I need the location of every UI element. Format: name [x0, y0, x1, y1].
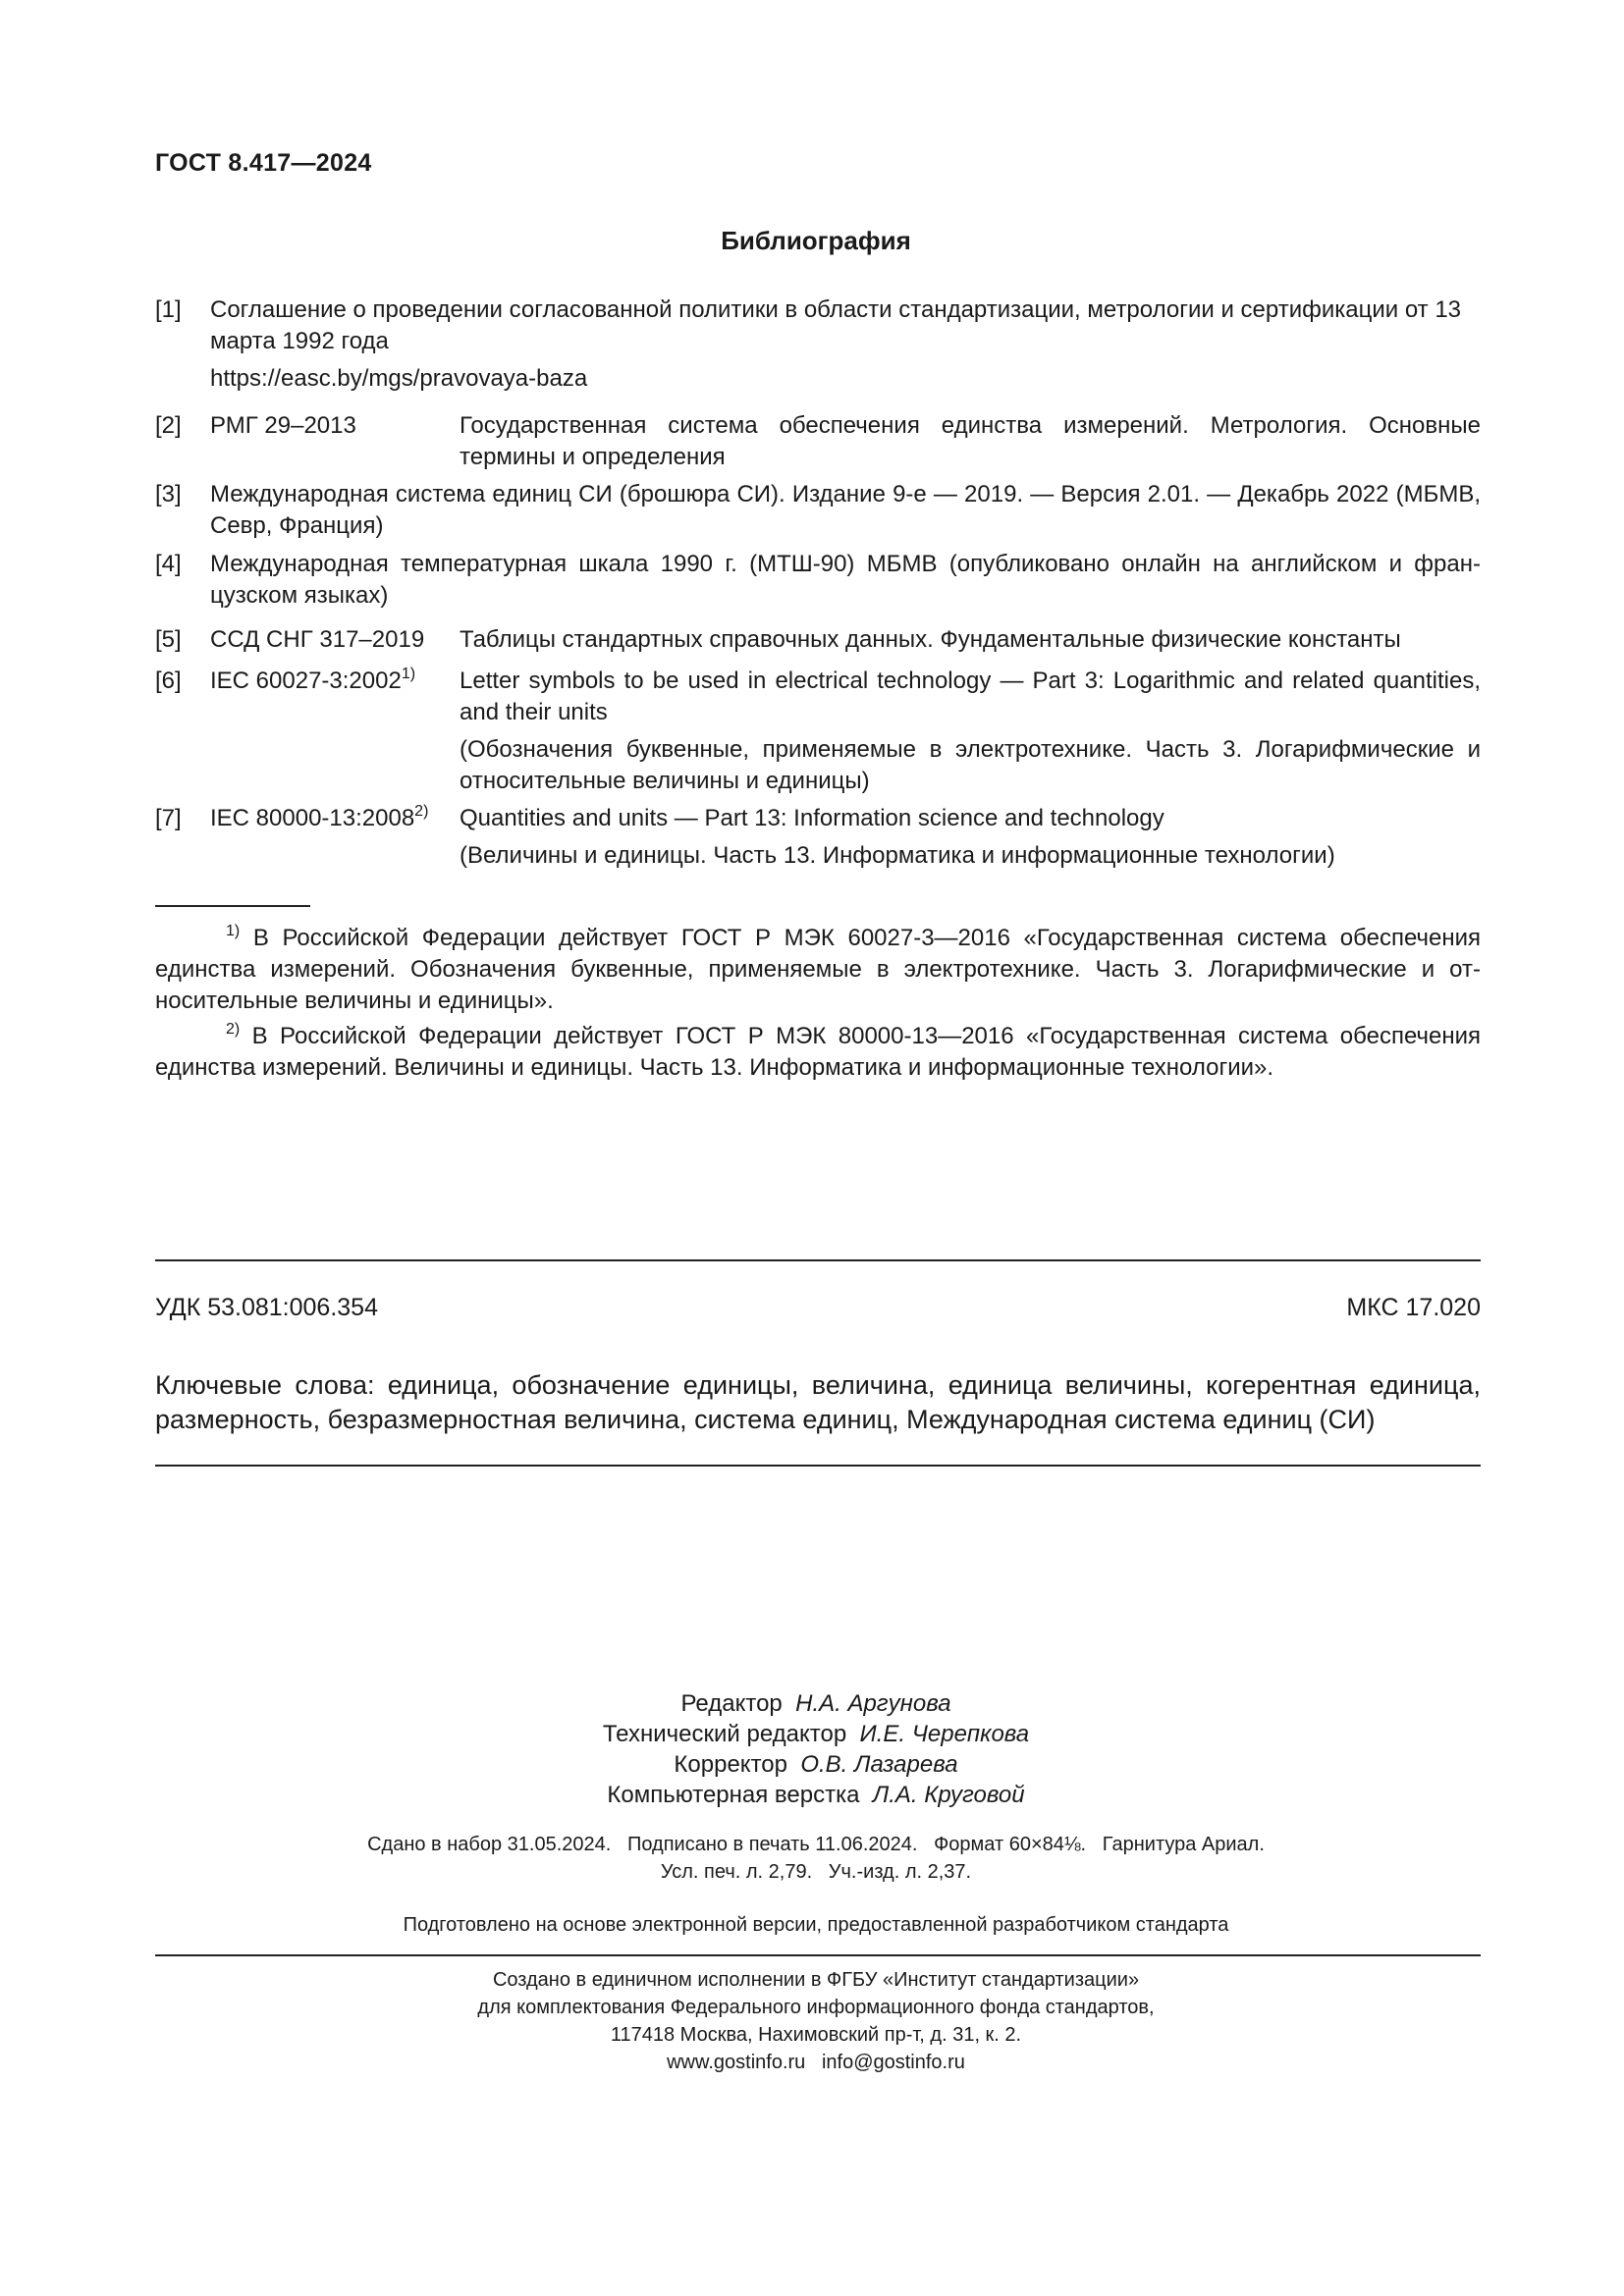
- ref-number: [2]: [155, 412, 182, 439]
- bibliography-item: [155, 624, 1481, 656]
- footnote-mark: 2): [226, 1021, 241, 1038]
- credit-name: Н.А. Аргунова: [795, 1690, 951, 1717]
- footnote-text: В Российской Федерации действует ГОСТ Р МЭК 60027-3—2016 «Государственная система обеспечения единства измерений. Обозначения буквенные, применяемые в электротехнике. Часть 3. Логарифмические и относительные величины и единицы».: [155, 925, 1481, 1014]
- divider: [155, 1259, 1481, 1261]
- ref-number: [5]: [155, 626, 182, 653]
- publisher-line: Создано в единичном исполнении в ФГБУ «Институт стандартизации»: [492, 1969, 1140, 1991]
- bibliography-title: Библиография: [721, 226, 911, 255]
- ref-number: [1]: [155, 296, 182, 323]
- credit-row: Корректор О.В. Лазарева: [674, 1751, 958, 1778]
- publisher-line: 117418 Москва, Нахимовский пр-т, д. 31, к. 2.: [610, 2024, 1022, 2046]
- credit-row: Технический редактор И.Е. Черепкова: [602, 1721, 1030, 1747]
- ref-text: Соглашение о проведении согласованной политики в области стандартизации, метрологии и сертификации от 13 марта 1992 года: [210, 296, 1462, 354]
- footnote-mark: 1): [226, 923, 241, 939]
- credit-name: И.Е. Черепкова: [859, 1721, 1030, 1747]
- ref-description: Государственная система обеспечения единства измерений. Метрология. Основные термины и определения: [460, 412, 1481, 470]
- publisher-line: для комплектования Федерального информационного фонда стандартов,: [477, 1997, 1155, 2018]
- bibliography-item: [155, 666, 1481, 797]
- mks-code: МКС 17.020: [1346, 1294, 1481, 1321]
- imprint-line: Усл. печ. л. 2,79. Уч.-изд. л. 2,37.: [660, 1861, 972, 1883]
- ref-code: IEC 60027-3:2002$^{1)}$: [210, 666, 416, 694]
- ref-number: [7]: [155, 805, 182, 831]
- document-id: ГОСТ 8.417—2024: [155, 149, 372, 177]
- ref-number: [6]: [155, 667, 182, 694]
- keywords: Ключевые слова: единица, обозначение единицы, величина, единица величины, когерентная единица, размерность, безразмерностная величина, система единиц, Международная система единиц (СИ): [155, 1370, 1481, 1434]
- footnote-ref: 1): [401, 666, 416, 682]
- imprint-info: [0, 1831, 1624, 1886]
- ref-code: IEC 80000-13:2008$^{2)}$: [210, 803, 429, 831]
- ref-number: [3]: [155, 481, 182, 507]
- ref-code: РМГ 29–2013: [210, 412, 356, 439]
- footnote: [155, 1021, 1481, 1084]
- credit-name: О.В. Лазарева: [800, 1751, 958, 1778]
- bibliography-item: [155, 549, 1481, 612]
- footnote: [155, 923, 1481, 1017]
- divider: [155, 1465, 1481, 1467]
- credit-row: Компьютерная верстка Л.А. Круговой: [607, 1782, 1025, 1808]
- credit-row: Редактор Н.А. Аргунова: [680, 1690, 951, 1717]
- credits: [0, 1688, 1624, 1810]
- bibliography-item: [155, 803, 1481, 872]
- ref-description-translation: (Величины и единицы. Часть 13. Информатика и информационные технологии): [460, 842, 1335, 869]
- ref-description: Quantities and units — Part 13: Information science and technology: [460, 805, 1164, 831]
- ref-text: Международная температурная шкала 1990 г. (МТШ-90) МБМВ (опубликовано онлайн на английском и французском языках): [210, 551, 1481, 609]
- bibliography-item: [155, 479, 1481, 542]
- ref-description: Таблицы стандартных справочных данных. Фундаментальные физические константы: [460, 626, 1401, 653]
- ref-url: https://easc.by/mgs/pravovaya-baza: [210, 365, 588, 392]
- bibliography-item: [155, 410, 1481, 473]
- ref-code: ССД СНГ 317–2019: [210, 626, 425, 653]
- publisher-contacts: www.gostinfo.ru info@gostinfo.ru: [667, 2052, 965, 2073]
- divider: [155, 1954, 1481, 1956]
- footnote-text: В Российской Федерации действует ГОСТ Р МЭК 80000-13—2016 «Государственная система обеспечения единства измерений. Величины и единицы. Часть 13. Информатика и информационные технологии».: [155, 1023, 1481, 1081]
- footnote-separator: [155, 905, 310, 907]
- credit-name: Л.А. Круговой: [872, 1782, 1025, 1808]
- ref-description: Letter symbols to be used in electrical technology — Part 3: Logarithmic and related quantities, and their units: [460, 667, 1481, 725]
- ref-description-translation: (Обозначения буквенные, применяемые в электротехнике. Часть 3. Логарифмические и относительные величины и единицы): [460, 736, 1481, 794]
- bibliography-item: [155, 294, 1481, 395]
- ref-text: Международная система единиц СИ (брошюра СИ). Издание 9-е — 2019. — Версия 2.01. — Декабрь 2022 (МБМВ, Севр, Франция): [210, 481, 1481, 539]
- footnote-ref: 2): [414, 803, 429, 820]
- udk-code: УДК 53.081:006.354: [155, 1294, 378, 1321]
- imprint-line: Сдано в набор 31.05.2024. Подписано в печать 11.06.2024. Формат 60×84⅛. Гарнитура Ариал.: [367, 1834, 1265, 1855]
- prepared-note: Подготовлено на основе электронной версии, предоставленной разработчиком стандарта: [403, 1914, 1229, 1936]
- ref-number: [4]: [155, 551, 182, 577]
- publisher-info: [0, 1966, 1624, 2076]
